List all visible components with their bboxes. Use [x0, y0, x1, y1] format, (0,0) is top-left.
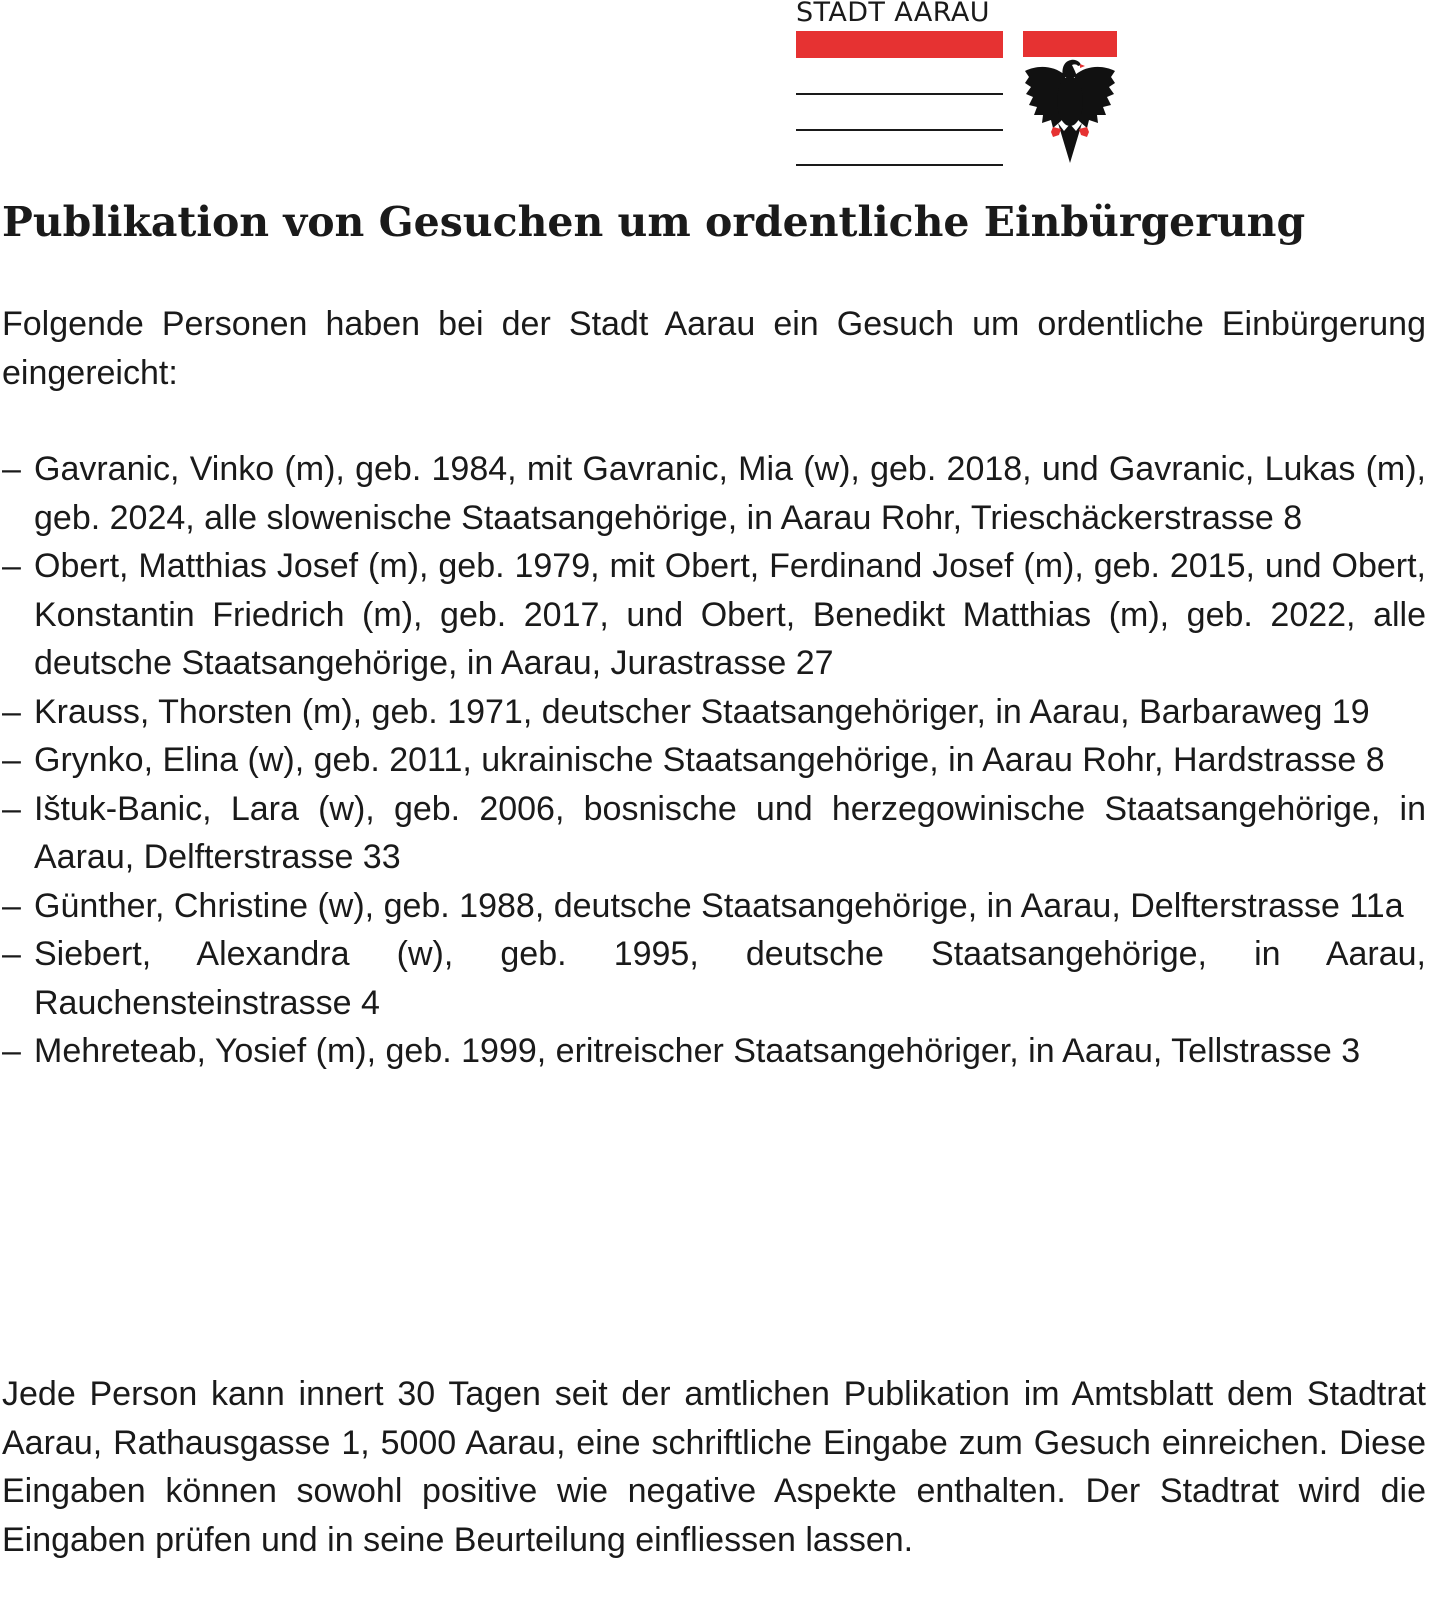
logo-line: [796, 93, 1003, 95]
applicant-entry: Krauss, Thorsten (m), geb. 1971, deutscher Staatsangehöriger, in Aarau, Barbaraweg 19: [34, 692, 1370, 731]
applicant-list: [2, 445, 1426, 1076]
list-item: [2, 1027, 1426, 1076]
applicant-entry: Gavranic, Vinko (m), geb. 1984, mit Gavranic, Mia (w), geb. 2018, und Gavranic, Lukas (m), geb. 2024, alle slowenische Staatsangehörige, in Aarau Rohr, Trieschäckerstrasse 8: [34, 450, 1426, 537]
page-title: Publikation von Gesuchen um ordentliche Einbürgerung: [2, 198, 1306, 246]
list-marker: –: [2, 547, 21, 585]
list-item: [2, 785, 1426, 882]
list-marker: –: [2, 1032, 21, 1070]
list-marker: –: [2, 741, 21, 779]
list-item: [2, 736, 1426, 785]
list-marker: –: [2, 789, 21, 828]
list-marker: –: [2, 935, 21, 973]
list-marker: –: [2, 450, 21, 488]
list-item: [2, 445, 1426, 542]
list-marker: –: [2, 886, 21, 925]
logo-line: [796, 164, 1003, 166]
logo-line: [796, 129, 1003, 131]
intro-paragraph: Folgende Personen haben bei der Stadt Aarau ein Gesuch um ordentliche Einbürgerung eingereicht:: [2, 305, 1426, 392]
applicant-entry: Siebert, Alexandra (w), geb. 1995, deutsche Staatsangehörige, in Aarau, Rauchensteinstrasse 4: [34, 935, 1426, 1022]
applicant-entry: Obert, Matthias Josef (m), geb. 1979, mit Obert, Ferdinand Josef (m), geb. 2015, und Obert, Konstantin Friedrich (m), geb. 2017, und Obert, Benedikt Matthias (m), geb. 2022, alle deutsche Staatsangehörige, in Aarau, Jurastrasse 27: [34, 547, 1426, 682]
list-item: [2, 688, 1426, 737]
stadt-aarau-logo: [796, 0, 1126, 170]
applicant-entry: Mehreteab, Yosief (m), geb. 1999, eritreischer Staatsangehöriger, in Aarau, Tellstrasse 3: [34, 1032, 1361, 1070]
list-item: [2, 882, 1426, 931]
logo-red-bar: [796, 31, 1003, 58]
list-item: [2, 930, 1426, 1027]
closing-paragraph: Jede Person kann innert 30 Tagen seit der amtlichen Publikation im Amtsblatt dem Stadtrat Aarau, Rathausgasse 1, 5000 Aarau, eine schriftliche Eingabe zum Gesuch einreichen. Diese Eingaben können sowohl positive wie negative Aspekte enthalten. Der Stadtrat wird die Eingaben prüfen und in seine Beurteilung einfliessen lassen.: [2, 1375, 1426, 1559]
list-marker: –: [2, 692, 21, 731]
logo-wordmark: STADT AARAU: [796, 0, 990, 28]
list-item: [2, 542, 1426, 688]
applicant-entry: Grynko, Elina (w), geb. 2011, ukrainische Staatsangehörige, in Aarau Rohr, Hardstrasse 8: [34, 741, 1385, 779]
applicant-entry: Günther, Christine (w), geb. 1988, deutsche Staatsangehörige, in Aarau, Delfterstrasse 11a: [34, 886, 1404, 925]
eagle-crest-icon: [1023, 31, 1117, 165]
applicant-entry: Ištuk-Banic, Lara (w), geb. 2006, bosnische und herzegowinische Staatsangehörige, in Aarau, Delfterstrasse 33: [34, 789, 1426, 876]
